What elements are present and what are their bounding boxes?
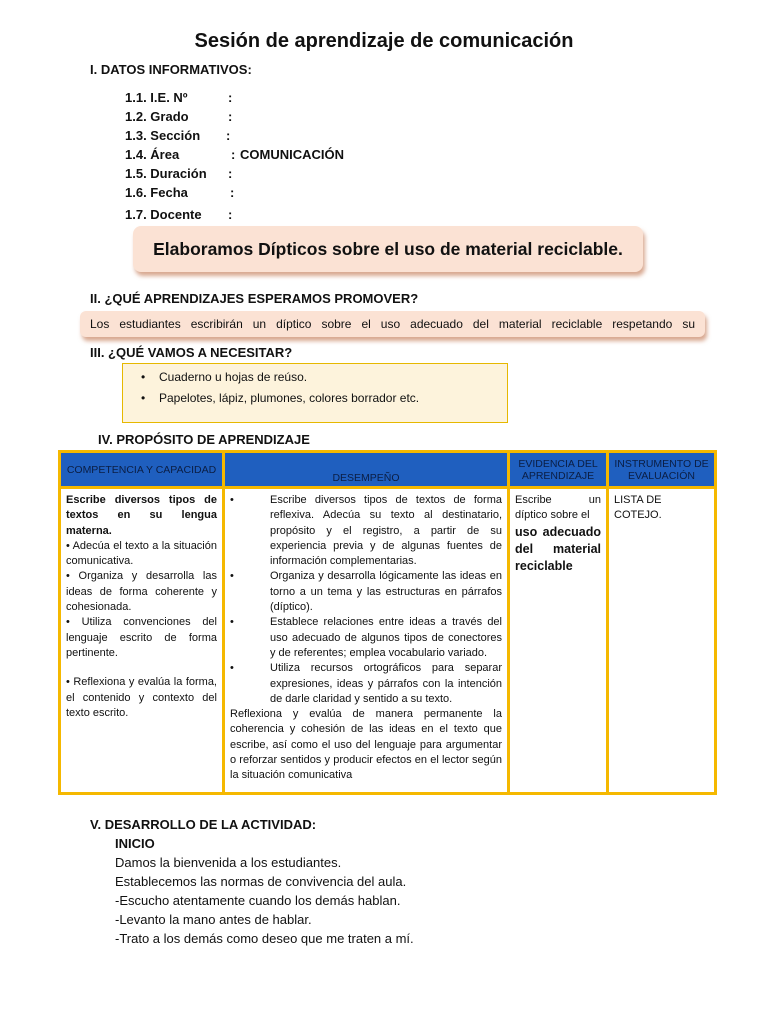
info-label: 1.4. Área [125, 147, 180, 162]
desempeno-item: Utiliza recursos ortográficos para separar expresiones, ideas y párrafos con la intención de darle claridad y sentido a su texto. [270, 662, 502, 705]
bullet-icon: • [230, 662, 234, 675]
info-label: 1.7. Docente [125, 207, 202, 222]
list-item [230, 661, 502, 707]
evidencia-lead: Escribe un díptico sobre el [515, 494, 601, 522]
header-desempeno: DESEMPEÑO [224, 452, 509, 488]
list-item [141, 370, 507, 391]
desempeno-cell [224, 488, 509, 794]
materials-box [122, 363, 508, 423]
info-row-grado [125, 109, 525, 128]
info-label: 1.1. I.E. Nº [125, 90, 188, 105]
info-colon: : [228, 109, 233, 124]
section-1-heading: I. DATOS INFORMATIVOS: [90, 62, 252, 77]
list-item [141, 391, 507, 412]
info-label: 1.6. Fecha [125, 185, 188, 200]
header-competencia: COMPETENCIA Y CAPACIDAD [60, 452, 224, 488]
section-5-heading: V. DESARROLLO DE LA ACTIVIDAD: [90, 817, 317, 832]
info-colon: : [226, 128, 231, 143]
section-3-heading: III. ¿QUÉ VAMOS A NECESITAR? [90, 345, 293, 360]
info-colon: : [228, 166, 233, 181]
bullet-icon: • [230, 570, 234, 583]
activity-line: -Levanto la mano antes de hablar. [115, 912, 312, 927]
activity-line: Establecemos las normas de convivencia del aula. [115, 874, 407, 889]
info-row-seccion [125, 128, 525, 147]
info-row-ie [125, 90, 525, 109]
desempeno-item: Escribe diversos tipos de textos de forma reflexiva. Adecúa su texto al destinatario, propósito y el registro, a partir de su experiencia previa y de algunas fuentes de información complementarias. [270, 494, 502, 568]
evidencia-cell [509, 488, 608, 794]
competencia-main: Escribe diversos tipos de textos en su lengua materna. [66, 494, 217, 537]
section-4-heading: IV. PROPÓSITO DE APRENDIZAJE [98, 432, 310, 447]
info-row-area [125, 147, 525, 166]
session-title-banner: Elaboramos Dípticos sobre el uso de material reciclable. [133, 226, 643, 272]
bullet-icon: • [141, 370, 146, 384]
info-row-duracion [125, 166, 525, 185]
info-label: 1.5. Duración [125, 166, 207, 181]
info-colon: : [230, 185, 235, 200]
bullet-icon: • [230, 494, 234, 506]
info-row-docente [125, 207, 525, 226]
list-item [230, 569, 502, 615]
competencia-cell [60, 488, 224, 794]
capacidad-item: • Utiliza convenciones del lenguaje escrito de forma pertinente. [66, 616, 217, 659]
capacidad-item: • Organiza y desarrolla las ideas de forma coherente y cohesionada. [66, 570, 217, 614]
list-item [230, 493, 502, 569]
activity-line: -Trato a los demás como deseo que me traten a mí. [115, 931, 414, 946]
header-instrumento: INSTRUMENTO DE EVALUACIÓN [608, 452, 716, 488]
material-text: Cuaderno u hojas de reúso. [159, 370, 308, 384]
desempeno-item: Organiza y desarrolla lógicamente las ideas en torno a un tema y las estructuras en párrafos (díptico). [270, 570, 502, 614]
page-title: Sesión de aprendizaje de comunicación [194, 30, 574, 52]
learning-goal-box: Los estudiantes escribirán un díptico sobre el uso adecuado del material reciclable respetando su [80, 311, 705, 337]
info-row-fecha [125, 185, 525, 204]
info-colon: : [228, 207, 233, 222]
activity-development [115, 836, 414, 950]
evidencia-emphasis: uso adecuado del material reciclable [515, 524, 601, 573]
bullet-icon: • [230, 616, 234, 629]
info-colon: : [228, 90, 233, 105]
list-item [230, 615, 502, 661]
section-2-heading: II. ¿QUÉ APRENDIZAJES ESPERAMOS PROMOVER? [90, 291, 419, 306]
desempeno-item: Establece relaciones entre ideas a través del uso adecuado de algunos tipos de conectores y de referentes; emplea vocabulario variado. [270, 616, 502, 659]
activity-line: Damos la bienvenida a los estudiantes. [115, 855, 342, 870]
capacidad-item: • Adecúa el texto a la situación comunicativa. [66, 539, 217, 568]
info-value: COMUNICACIÓN [240, 147, 344, 162]
header-evidencia: EVIDENCIA DEL APRENDIZAJE [509, 452, 608, 488]
material-text: Papelotes, lápiz, plumones, colores borrador etc. [159, 391, 420, 405]
info-list [125, 90, 525, 226]
bullet-icon: • [141, 391, 146, 405]
info-label: 1.2. Grado [125, 109, 189, 124]
purpose-table [58, 450, 717, 795]
inicio-subheading: INICIO [115, 836, 155, 851]
info-colon: : [231, 147, 236, 162]
activity-line: -Escucho atentamente cuando los demás hablan. [115, 893, 401, 908]
info-label: 1.3. Sección [125, 128, 201, 143]
capacidad-item: • Reflexiona y evalúa la forma, el contenido y contexto del texto escrito. [66, 676, 217, 719]
instrumento-cell: LISTA DE COTEJO. [608, 488, 716, 794]
desempeno-closing: Reflexiona y evalúa de manera permanente la coherencia y cohesión de las ideas en el texto que escribe, así como el uso del lenguaje para argumentar o reforzar sentidos y producir efectos en el lector según la situación comunicativa [230, 708, 502, 782]
